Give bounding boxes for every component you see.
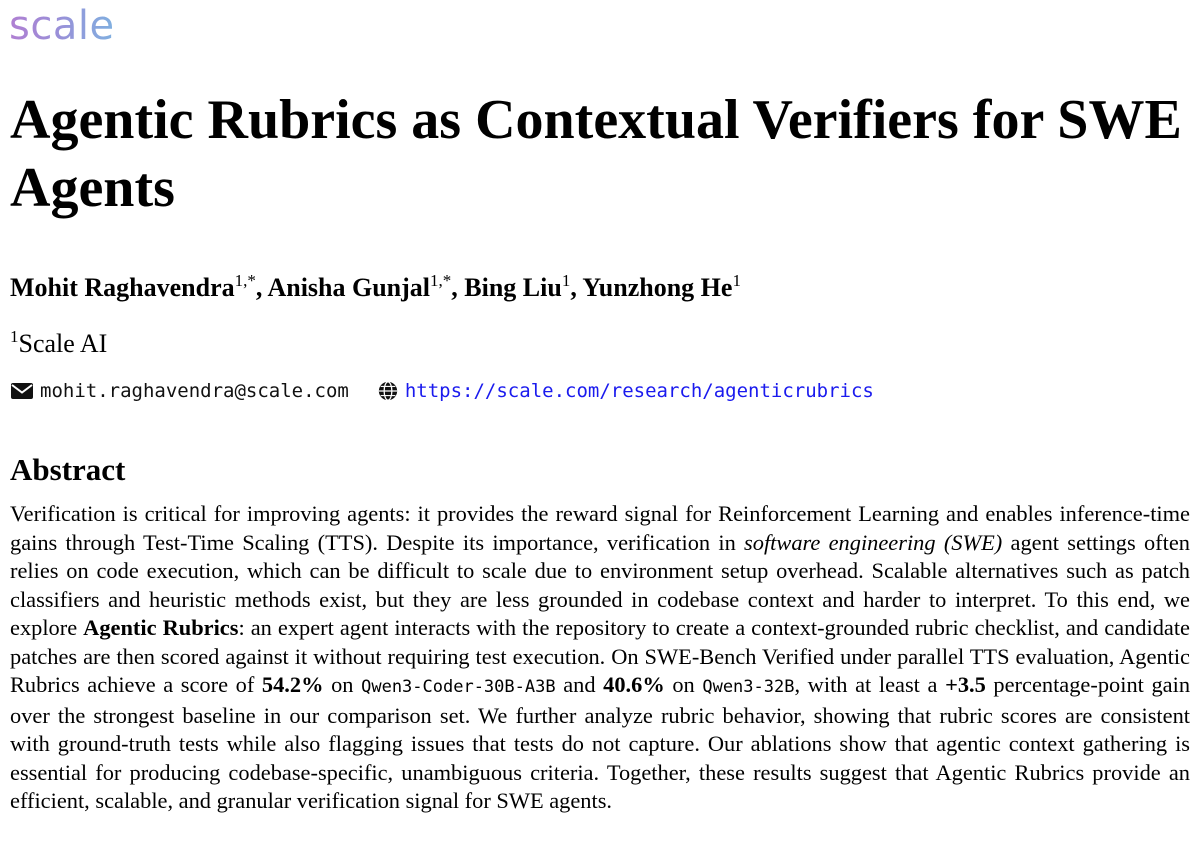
author-name: Bing Liu [464, 273, 562, 302]
abstract-text: and [555, 672, 604, 697]
author-separator: , [570, 273, 583, 302]
paper-title: Agentic Rubrics as Contextual Verifiers for SWE Agents [10, 89, 1182, 219]
abstract-text: on [323, 672, 362, 697]
abstract-text: on [664, 672, 703, 697]
abstract-text: : an expert agent interacts with the repository to create a context-grounded rubric checklist, and candidate patches are then scored against it without requiring test execution. On SWE-Bench Verified under parallel TTS evaluation, Agentic Rubrics achieve a score of [10, 615, 1190, 697]
author-name: Mohit Raghavendra [10, 273, 235, 302]
author-separator: , [451, 273, 465, 302]
abstract-model-name: Qwen3-32B [702, 677, 795, 697]
abstract-bold-value: 40.6% [603, 672, 665, 697]
author-affiliation-mark: 1 [561, 271, 571, 290]
abstract-italic-term: software engineering (SWE) [744, 529, 1003, 555]
project-url-link[interactable]: https://scale.com/research/agenticrubrics [404, 380, 874, 402]
globe-icon [377, 380, 399, 402]
author-name: Anisha Gunjal [267, 273, 431, 302]
affiliation-name: Scale AI [18, 329, 108, 358]
abstract-text: agent settings often relies on code execution, which can be difficult to scale due to environment setup overhead. Scalable alternatives such as patch classifiers and heuristic methods exist, but they are less grounded in codebase context and harder to interpret. To this end, we explore [10, 529, 1190, 640]
abstract-heading: Abstract [10, 452, 126, 487]
abstract-bold-term: Agentic Rubrics [83, 615, 239, 640]
affiliation [10, 326, 107, 365]
abstract-text: , with at least a [794, 672, 946, 697]
author-affiliation-mark: 1 [732, 271, 741, 290]
abstract-body [10, 500, 1190, 816]
affiliation-mark: 1 [10, 327, 19, 346]
author-separator: , [255, 273, 268, 302]
author-list [10, 270, 741, 309]
abstract-bold-value: +3.5 [945, 672, 986, 697]
scale-logo: scale [9, 0, 115, 52]
abstract-text: percentage-point gain over the strongest baseline in our comparison set. We further analyze rubric behavior, showing that rubric scores are consistent with ground-truth tests while also flagging issues that tests do not capture. Our ablations show that agentic context gathering is essential for producing codebase-specific, unambiguous criteria. Together, these results suggest that Agentic Rubrics provide an efficient, scalable, and granular verification signal for SWE agents. [10, 672, 1191, 813]
email-link[interactable]: mohit.raghavendra@scale.com [40, 380, 349, 402]
envelope-icon [10, 381, 34, 401]
author-affiliation-mark: 1,* [234, 271, 256, 290]
abstract-bold-value: 54.2% [261, 672, 324, 697]
abstract-model-name: Qwen3-Coder-30B-A3B [361, 677, 556, 697]
contact-line [10, 376, 874, 406]
author-name: Yunzhong He [582, 273, 733, 302]
abstract-text: Verification is critical for improving agents: it provides the reward signal for Reinforcement Learning and enables inference-time gains through Test-Time Scaling (TTS). Despite its importance, verification in [10, 501, 1190, 555]
author-affiliation-mark: 1,* [430, 271, 452, 290]
